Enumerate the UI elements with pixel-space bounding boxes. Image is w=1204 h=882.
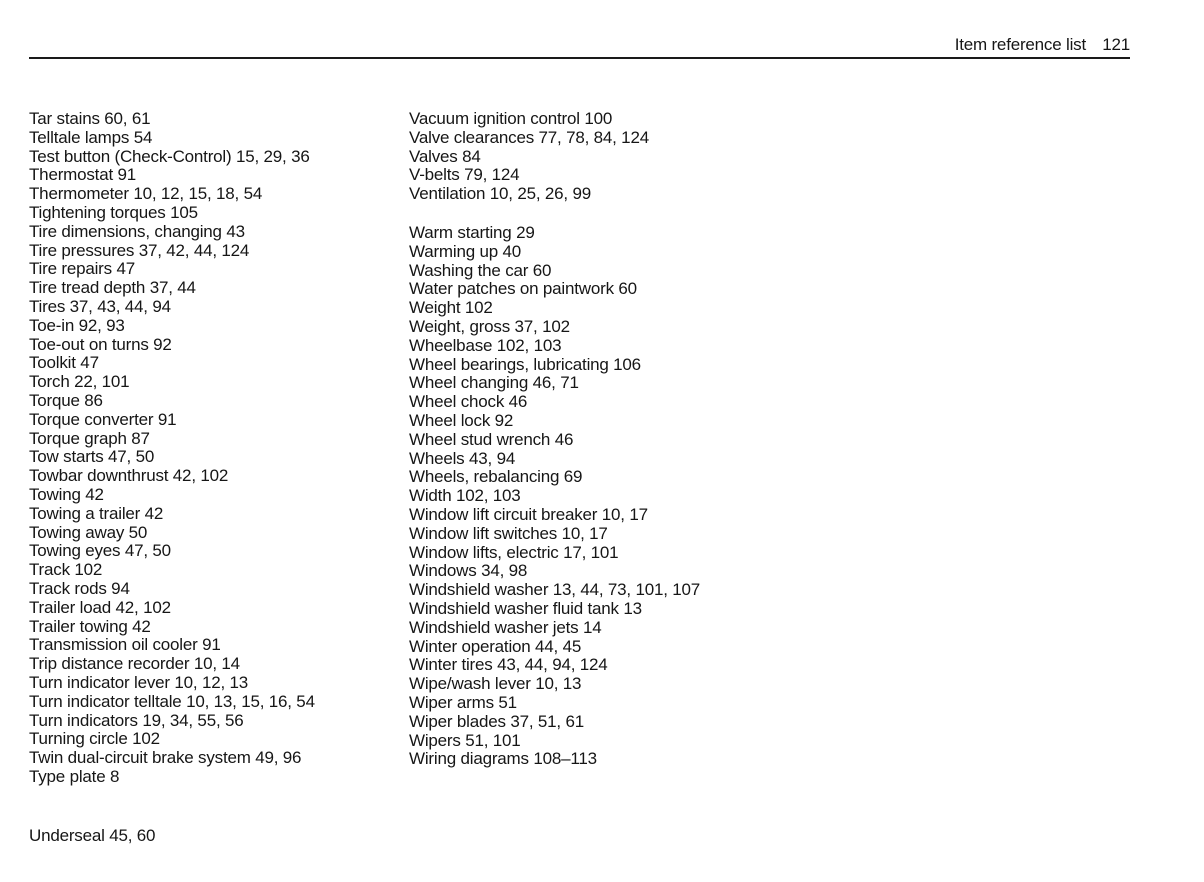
index-entry: Ventilation 10, 25, 26, 99: [409, 184, 591, 204]
index-entry: Wheel chock 46: [409, 392, 528, 412]
index-entry: Wiper arms 51: [409, 692, 517, 712]
index-entry: Thermometer 10, 12, 15, 18, 54: [29, 184, 263, 204]
index-entry: Tow starts 47, 50: [29, 447, 155, 467]
index-entry: Torch 22, 101: [29, 372, 130, 392]
index-entry: Window lifts, electric 17, 101: [409, 542, 619, 562]
index-entry: Telltale lamps 54: [29, 127, 153, 147]
index-entry: Window lift circuit breaker 10, 17: [409, 504, 648, 524]
index-entry: Weight 102: [409, 298, 493, 318]
index-entry: Valve clearances 77, 78, 84, 124: [409, 127, 649, 147]
index-entry: Torque graph 87: [29, 428, 150, 448]
index-entry: Water patches on paintwork 60: [409, 279, 637, 299]
index-entry: Towing 42: [29, 484, 104, 504]
page-title: Item reference list: [954, 35, 1086, 54]
index-entry: Track 102: [29, 560, 103, 580]
index-entry: Tire dimensions, changing 43: [29, 221, 245, 241]
index-entry: Windshield washer 13, 44, 73, 101, 107: [409, 580, 701, 600]
index-section-t: [29, 110, 315, 787]
index-entry: Winter tires 43, 44, 94, 124: [409, 655, 608, 675]
index-entry: Wheelbase 102, 103: [409, 335, 562, 355]
index-entry: Windshield washer fluid tank 13: [409, 598, 642, 618]
index-entry: Wheels 43, 94: [409, 448, 516, 468]
index-entry: Wheel changing 46, 71: [409, 373, 579, 393]
index-entry: Twin dual-circuit brake system 49, 96: [29, 748, 302, 768]
index-entry: Turn indicator lever 10, 12, 13: [29, 672, 249, 692]
index-entry: Wiper blades 37, 51, 61: [409, 711, 584, 731]
index-entry: Wheels, rebalancing 69: [409, 467, 583, 487]
index-entry: Window lift switches 10, 17: [409, 523, 608, 543]
index-entry: Underseal 45, 60: [29, 826, 156, 845]
index-entry: Track rods 94: [29, 578, 130, 598]
index-entry: Torque 86: [29, 390, 103, 410]
index-entry: Trailer towing 42: [29, 616, 151, 636]
index-entry: Type plate 8: [29, 766, 120, 786]
index-entry: Trip distance recorder 10, 14: [29, 654, 240, 674]
index-entry: Towbar downthrust 42, 102: [29, 466, 229, 486]
index-entry: Thermostat 91: [29, 165, 137, 185]
index-entry: Wipers 51, 101: [409, 730, 521, 750]
index-entry: Width 102, 103: [409, 486, 521, 506]
index-entry: Towing eyes 47, 50: [29, 541, 171, 561]
index-section-v: [409, 110, 649, 204]
index-section-u: [29, 827, 155, 846]
index-entry: Toe-out on turns 92: [29, 334, 172, 354]
index-entry: Toolkit 47: [29, 353, 99, 373]
index-entry: Vacuum ignition control 100: [409, 109, 613, 128]
index-entry: V-belts 79, 124: [409, 165, 520, 185]
header-divider: [29, 57, 1130, 59]
index-entry: Transmission oil cooler 91: [29, 635, 221, 655]
index-entry: Wheel bearings, lubricating 106: [409, 354, 641, 374]
page-number: 121: [1102, 35, 1130, 54]
index-entry: Tires 37, 43, 44, 94: [29, 296, 171, 316]
index-entry: Turning circle 102: [29, 729, 160, 749]
index-entry: Tire repairs 47: [29, 259, 135, 279]
page-header: [0, 34, 1130, 58]
index-entry: Windshield washer jets 14: [409, 617, 602, 637]
index-entry: Wipe/wash lever 10, 13: [409, 674, 582, 694]
index-entry: Windows 34, 98: [409, 561, 528, 581]
index-entry: Warm starting 29: [409, 223, 535, 242]
index-entry: Torque converter 91: [29, 409, 177, 429]
index-entry: Weight, gross 37, 102: [409, 316, 570, 336]
index-entry: Trailer load 42, 102: [29, 597, 171, 617]
index-entry: Turn indicators 19, 34, 55, 56: [29, 710, 244, 730]
index-entry: Towing away 50: [29, 522, 148, 542]
index-section-w: [409, 224, 700, 769]
index-entry: Warming up 40: [409, 241, 522, 261]
index-entry: Tire pressures 37, 42, 44, 124: [29, 240, 250, 260]
index-entry: Toe-in 92, 93: [29, 315, 125, 335]
index-entry: Test button (Check-Control) 15, 29, 36: [29, 146, 310, 166]
index-entry: Valves 84: [409, 146, 481, 166]
index-entry: Washing the car 60: [409, 260, 552, 280]
index-entry: Wiring diagrams 108–113: [409, 749, 597, 769]
index-entry: Tar stains 60, 61: [29, 109, 151, 128]
index-entry: Turn indicator telltale 10, 13, 15, 16, 54: [29, 691, 315, 711]
index-entry: Winter operation 44, 45: [409, 636, 582, 656]
index-entry: Tightening torques 105: [29, 202, 198, 222]
index-entry: Wheel stud wrench 46: [409, 429, 574, 449]
index-entry: Towing a trailer 42: [29, 503, 164, 523]
index-entry: Tire tread depth 37, 44: [29, 278, 196, 298]
index-entry: Wheel lock 92: [409, 410, 514, 430]
